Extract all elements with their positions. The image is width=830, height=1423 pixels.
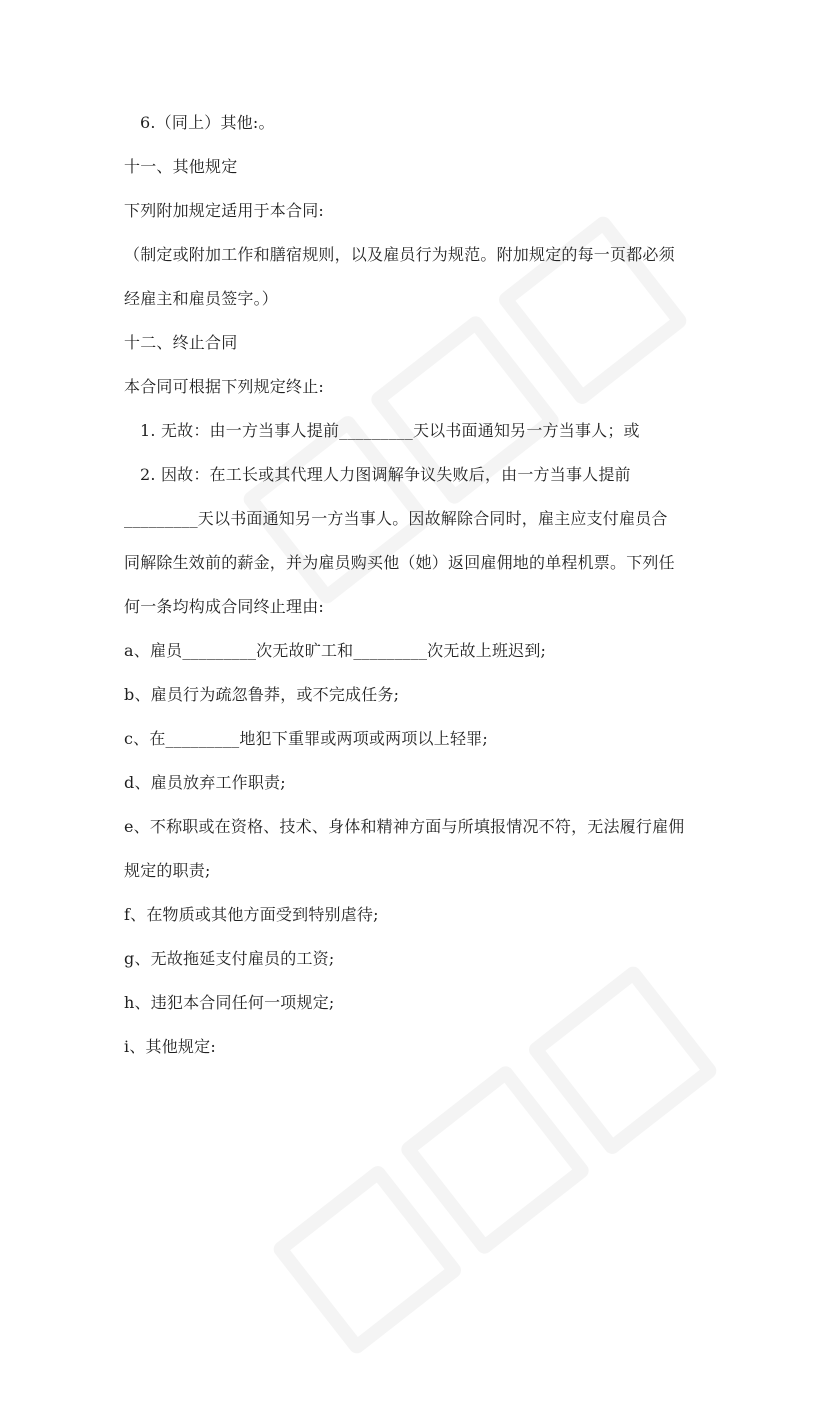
item-6-other: 6.（同上）其他:。 [140, 113, 275, 132]
reason-i: i、其他规定: [124, 1037, 216, 1056]
termination-item-2-line-4: 何一条均构成合同终止理由: [124, 597, 324, 616]
reason-e-line-1: e、不称职或在资格、技术、身体和精神方面与所填报情况不符，无法履行雇佣 [124, 817, 685, 836]
additional-rules-note-line-2: 经雇主和雇员签字。） [124, 289, 279, 308]
reason-c: c、在_________地犯下重罪或两项或两项以上轻罪; [124, 729, 488, 748]
section-12-heading: 十二、终止合同 [124, 333, 238, 352]
reason-g: g、无故拖延支付雇员的工资; [124, 949, 335, 968]
reason-h: h、违犯本合同任何一项规定; [124, 993, 335, 1012]
reason-f: f、在物质或其他方面受到特别虐待; [124, 905, 379, 924]
reason-d: d、雇员放弃工作职责; [124, 773, 286, 792]
additional-rules-intro: 下列附加规定适用于本合同: [124, 201, 324, 220]
termination-item-1: 1. 无故：由一方当事人提前_________天以书面通知另一方当事人；或 [140, 421, 640, 440]
reason-b: b、雇员行为疏忽鲁莽，或不完成任务; [124, 685, 400, 704]
reason-e-line-2: 规定的职责; [124, 861, 211, 880]
reason-a: a、雇员_________次无故旷工和_________次无故上班迟到; [124, 641, 547, 660]
termination-item-2-line-2: _________天以书面通知另一方当事人。因故解除合同时，雇主应支付雇员合 [124, 509, 668, 528]
termination-item-2-line-3: 同解除生效前的薪金，并为雇员购买他（她）返回雇佣地的单程机票。下列任 [124, 553, 675, 572]
section-11-heading: 十一、其他规定 [124, 157, 238, 176]
termination-item-2-line-1: 2. 因故：在工长或其代理人力图调解争议失败后，由一方当事人提前 [140, 465, 631, 484]
watermark-logo [180, 147, 750, 672]
watermark-logo-bottom [210, 897, 780, 1422]
additional-rules-note-line-1: （制定或附加工作和膳宿规则，以及雇员行为规范。附加规定的每一页都必须 [124, 245, 675, 264]
termination-intro: 本合同可根据下列规定终止: [124, 377, 324, 396]
